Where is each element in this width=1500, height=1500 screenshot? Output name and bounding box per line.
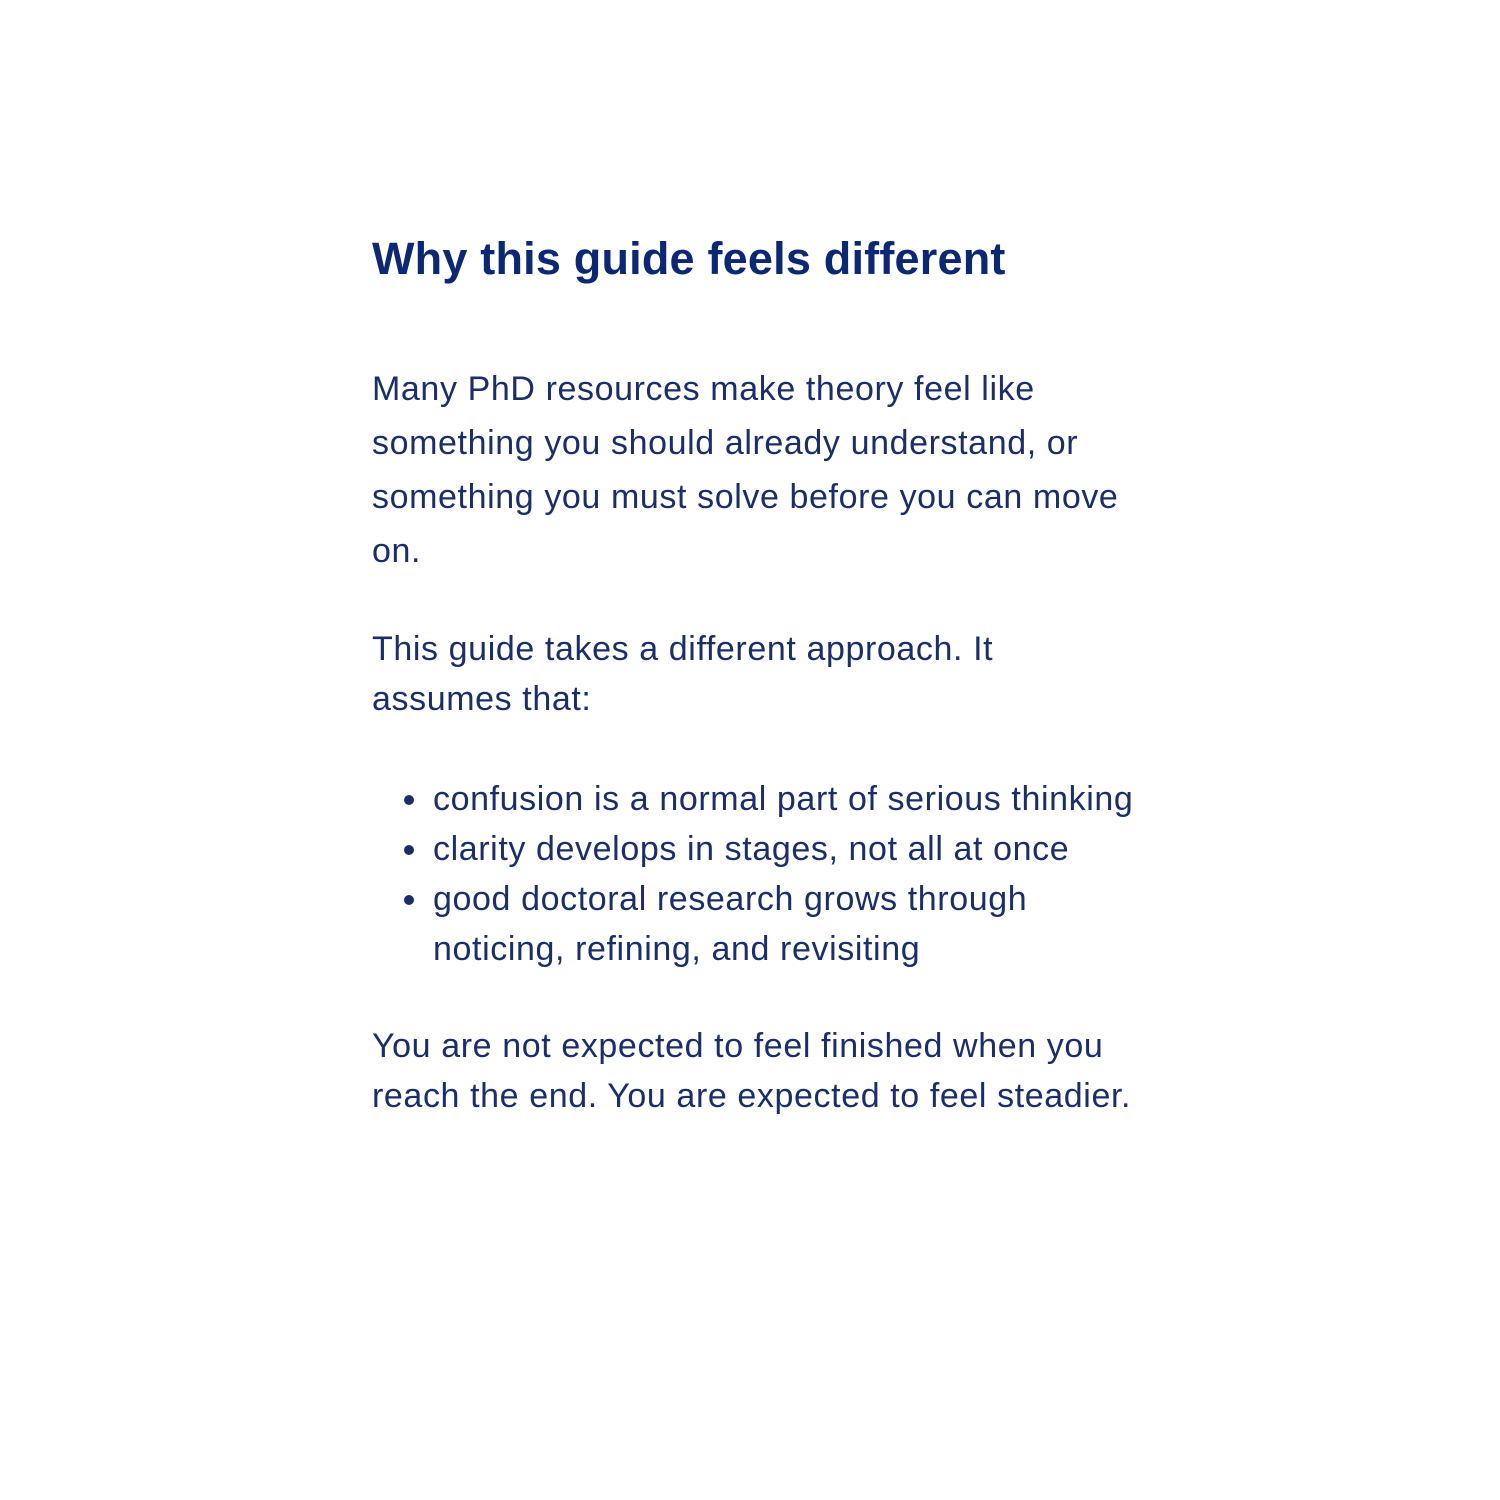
bullet-dot-icon (404, 845, 414, 855)
assumptions-list (372, 774, 1142, 974)
closing-paragraph: You are not expected to feel finished when you reach the end. You are expected to feel steadier. (372, 1027, 1132, 1115)
approach-paragraph: This guide takes a different approach. It assumes that: (372, 630, 994, 718)
bullet-dot-icon (404, 795, 414, 805)
intro-paragraph: Many PhD resources make theory feel like something you should already understand, or something you must solve before you can move on. (372, 370, 1119, 570)
list-item-text: clarity develops in stages, not all at once (433, 830, 1070, 868)
list-item-text: confusion is a normal part of serious thinking (433, 780, 1134, 818)
page-title: Why this guide feels different (372, 233, 1006, 284)
guide-page (372, 228, 1142, 1121)
list-item (372, 774, 1142, 824)
list-item (372, 874, 1142, 974)
bullet-dot-icon (404, 895, 414, 905)
list-item-text: good doctoral research grows through noticing, refining, and revisiting (433, 880, 1028, 968)
list-item (372, 824, 1142, 874)
